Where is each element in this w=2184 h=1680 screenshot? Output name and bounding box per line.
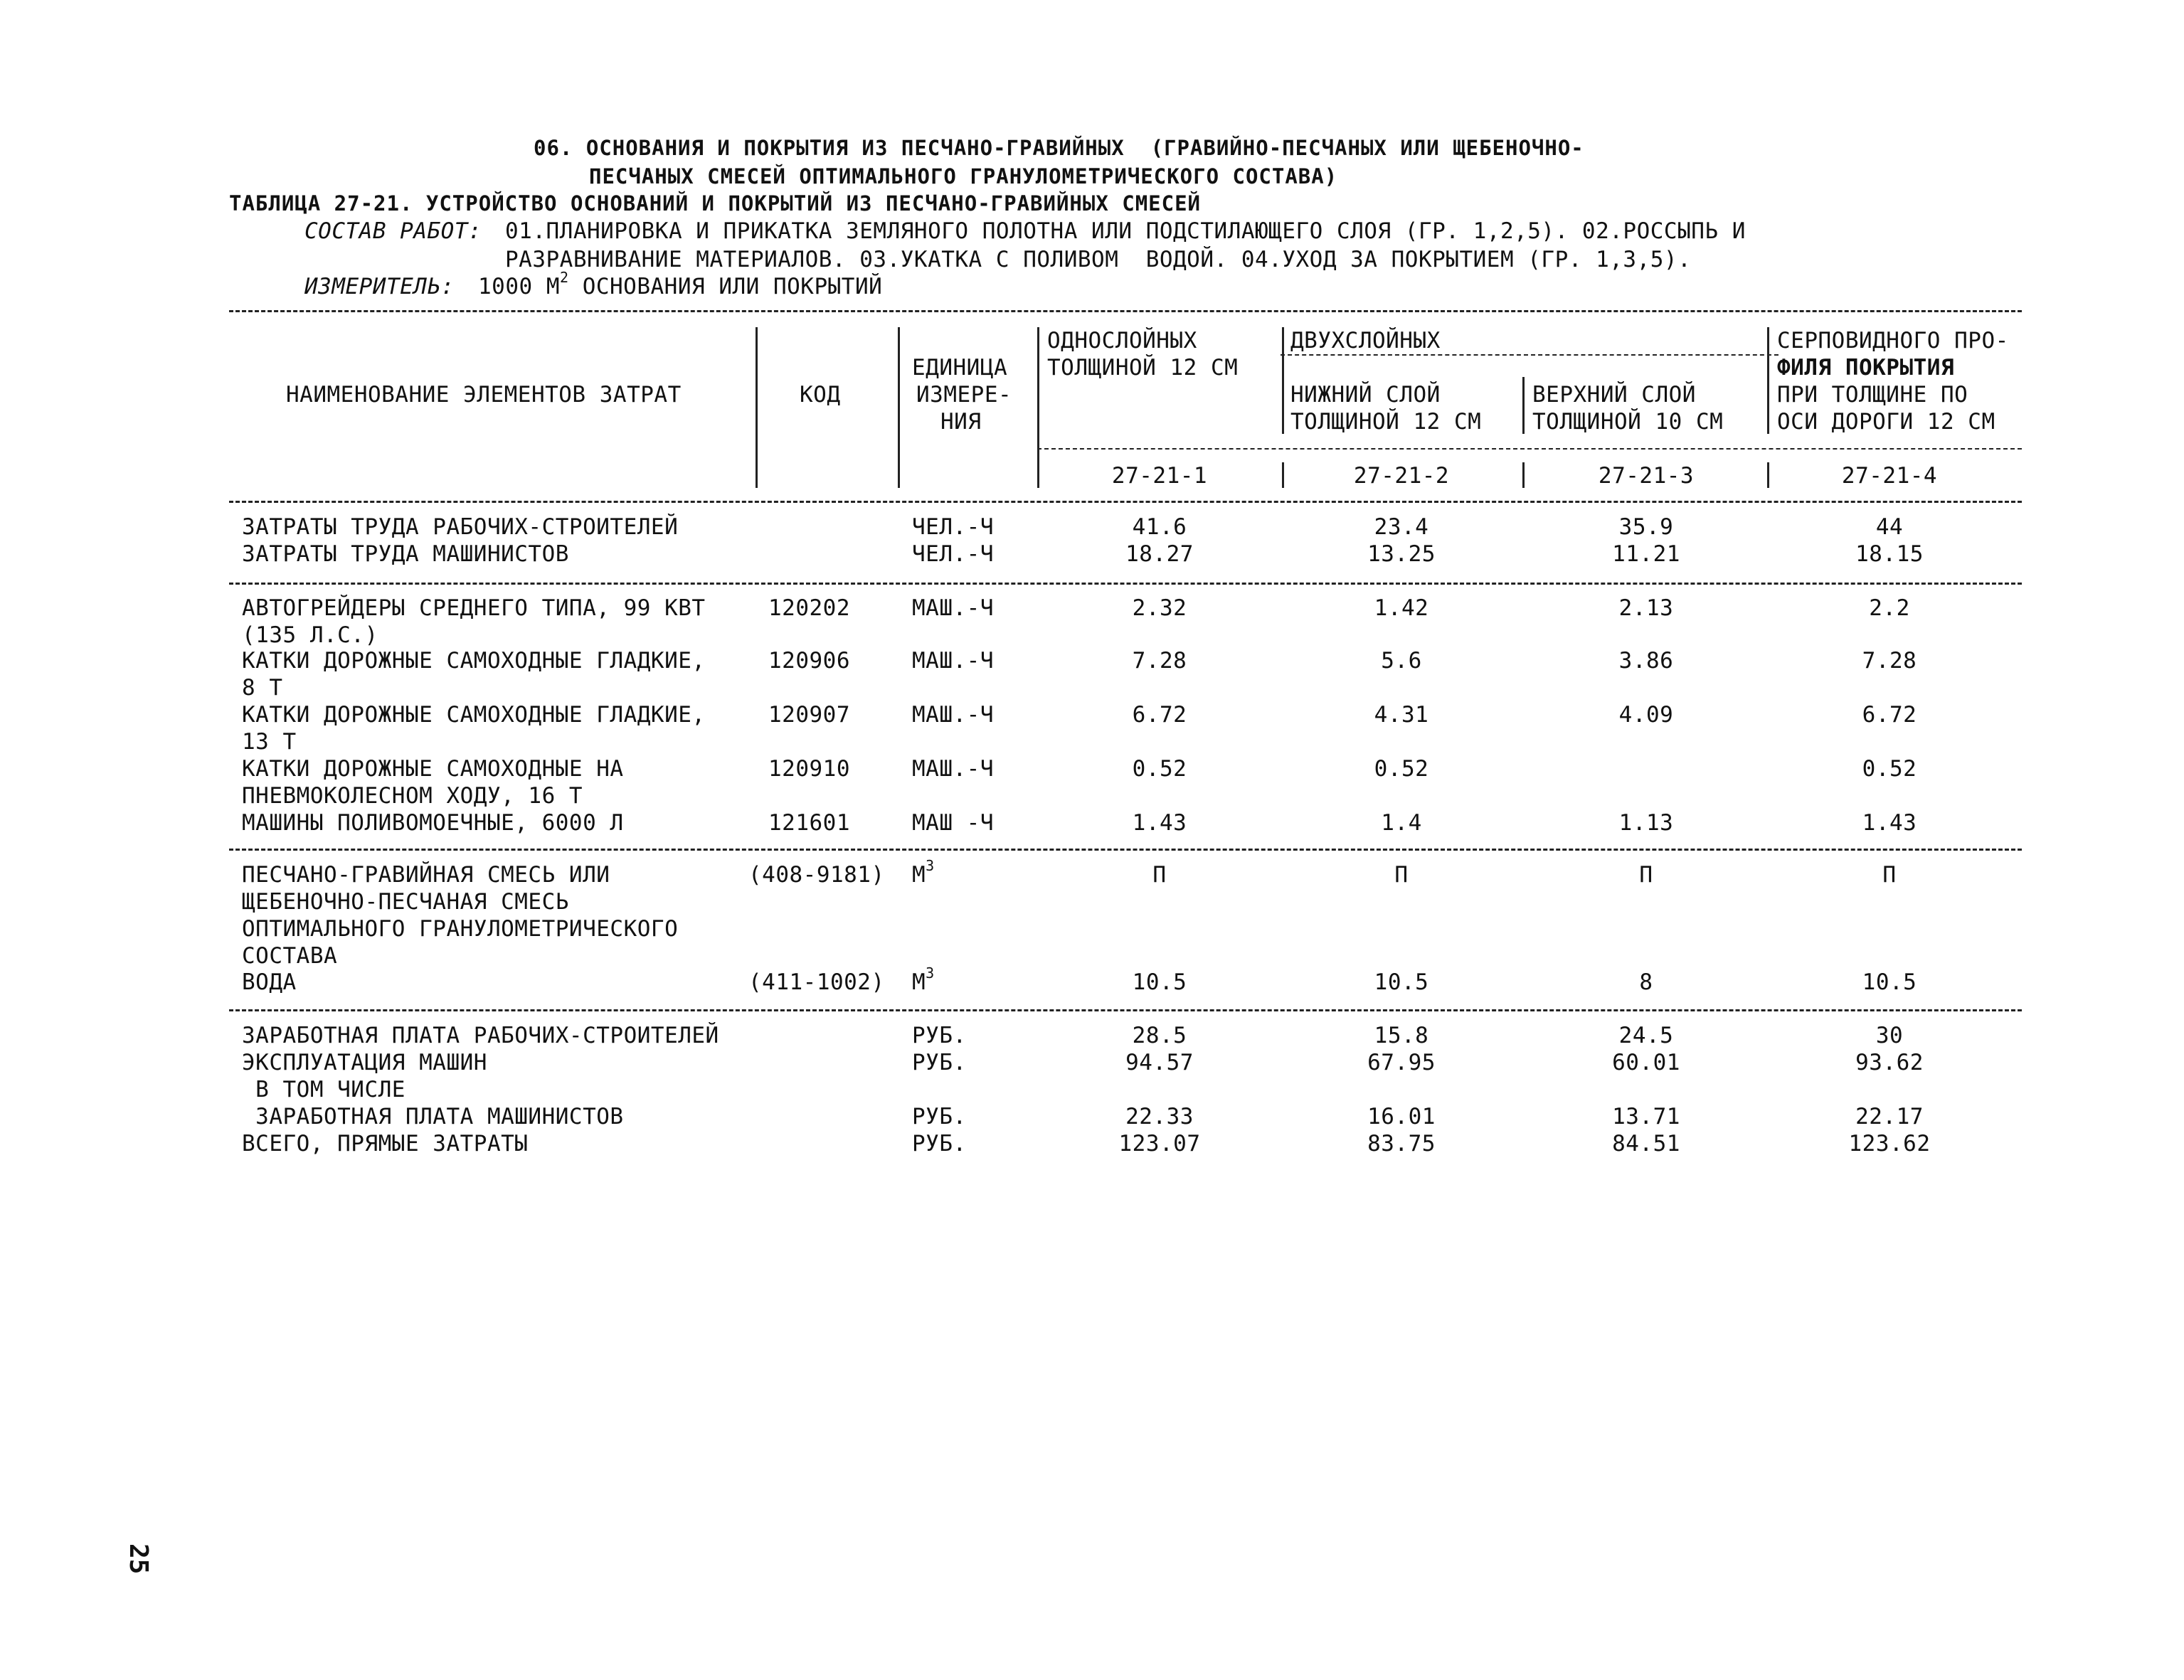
row-value: 23.4 <box>1374 514 1429 540</box>
code-divider-1 <box>1282 462 1284 488</box>
row-code: 120202 <box>768 595 850 621</box>
col-header-lower-2: ТОЛЩИНОЙ 12 СМ <box>1290 409 1482 435</box>
row-unit: РУБ. <box>912 1050 967 1075</box>
row-value: 24.5 <box>1618 1023 1674 1048</box>
row-name-line: 13 Т <box>242 729 297 755</box>
row-value: 8 <box>1639 969 1653 995</box>
row-value: 4.31 <box>1374 702 1429 728</box>
col-divider-unit <box>1037 327 1039 488</box>
col-divider-code <box>898 327 900 488</box>
col-code-2: 27-21-2 <box>1353 463 1450 489</box>
col-code-3: 27-21-3 <box>1598 463 1695 489</box>
row-unit: МАШ.-Ч <box>912 756 994 782</box>
col-header-crescent-2: ФИЛЯ ПОКРЫТИЯ <box>1777 355 1955 381</box>
row-value: 83.75 <box>1367 1131 1436 1157</box>
row-unit: РУБ. <box>912 1104 967 1129</box>
row-unit: ЧЕЛ.-Ч <box>912 514 994 540</box>
section-title-line1: 06. ОСНОВАНИЯ И ПОКРЫТИЯ ИЗ ПЕСЧАНО-ГРАВИЙНЫХ (ГРАВИЙНО-ПЕСЧАНЫХ ИЛИ ЩЕБЕНОЧНО- <box>534 136 1584 160</box>
row-value: 1.42 <box>1374 595 1429 621</box>
row-unit: ЧЕЛ.-Ч <box>912 541 994 567</box>
row-value: 7.28 <box>1862 648 1917 674</box>
row-value: 15.8 <box>1374 1023 1429 1048</box>
row-value: 123.62 <box>1848 1131 1931 1157</box>
row-value: П <box>1882 862 1897 888</box>
row-value: 4.09 <box>1618 702 1674 728</box>
col-header-crescent-4: ОСИ ДОРОГИ 12 СМ <box>1777 409 1995 435</box>
row-value: 13.25 <box>1367 541 1436 567</box>
row-unit: МАШ -Ч <box>912 810 994 836</box>
col-header-upper-2: ТОЛЩИНОЙ 10 СМ <box>1532 409 1724 435</box>
col-code-1: 27-21-1 <box>1111 463 1208 489</box>
row-name-line: КАТКИ ДОРОЖНЫЕ САМОХОДНЫЕ ГЛАДКИЕ, <box>242 702 706 728</box>
row-value: 2.13 <box>1618 595 1674 621</box>
col-divider-name <box>756 327 758 488</box>
row-code: 121601 <box>768 810 850 836</box>
row-name-line: МАШИНЫ ПОЛИВОМОЕЧНЫЕ, 6000 Л <box>242 810 624 836</box>
row-value: 6.72 <box>1132 702 1187 728</box>
col-header-unit-3: НИЯ <box>940 409 982 435</box>
row-value: 0.52 <box>1862 756 1917 782</box>
section-rule-1 <box>229 583 2022 585</box>
row-code: (411-1002) <box>748 969 885 995</box>
row-value: 10.5 <box>1374 969 1429 995</box>
section-rule-3 <box>229 1009 2022 1011</box>
row-value: 2.2 <box>1869 595 1910 621</box>
header-bottom-rule <box>229 501 2022 503</box>
col-divider-upper <box>1767 327 1769 434</box>
meter-label: ИЗМЕРИТЕЛЬ: <box>304 274 455 299</box>
row-value: 44 <box>1875 514 1904 540</box>
row-value: 18.15 <box>1855 541 1924 567</box>
row-name-line: КАТКИ ДОРОЖНЫЕ САМОХОДНЫЕ ГЛАДКИЕ, <box>242 648 706 674</box>
row-value: 28.5 <box>1132 1023 1187 1048</box>
row-unit: РУБ. <box>912 1023 967 1048</box>
table-top-rule <box>229 310 2022 312</box>
row-unit: МАШ.-Ч <box>912 595 994 621</box>
row-name-line: 8 Т <box>242 675 283 701</box>
row-name-line: ЗАРАБОТНАЯ ПЛАТА МАШИНИСТОВ <box>242 1104 624 1129</box>
col-divider-lower <box>1522 377 1525 434</box>
row-unit: РУБ. <box>912 1131 967 1157</box>
col-header-unit-1: ЕДИНИЦА <box>912 355 1008 381</box>
row-value: 1.43 <box>1132 810 1187 836</box>
row-name-line: ЗАТРАТЫ ТРУДА МАШИНИСТОВ <box>242 541 569 567</box>
row-name-line: СОСТАВА <box>242 943 338 969</box>
row-value: 94.57 <box>1125 1050 1194 1075</box>
section-title-line2: ПЕСЧАНЫХ СМЕСЕЙ ОПТИМАЛЬНОГО ГРАНУЛОМЕТРИЧЕСКОГО СОСТАВА) <box>589 164 1338 188</box>
row-value: 0.52 <box>1132 756 1187 782</box>
meter-value: 1000 $М^2$ ОСНОВАНИЯ ИЛИ ПОКРЫТИЙ <box>478 269 883 299</box>
row-unit: $М^3$ <box>912 964 935 995</box>
row-value: 6.72 <box>1862 702 1917 728</box>
row-value: 0.52 <box>1374 756 1429 782</box>
table-title: ТАБЛИЦА 27-21. УСТРОЙСТВО ОСНОВАНИЙ И ПОКРЫТИЙ ИЗ ПЕСЧАНО-ГРАВИЙНЫХ СМЕСЕЙ <box>229 191 1202 216</box>
row-value: 5.6 <box>1381 648 1422 674</box>
row-name-line: В ТОМ ЧИСЛЕ <box>242 1077 405 1102</box>
row-value: 35.9 <box>1618 514 1674 540</box>
row-code: 120910 <box>768 756 850 782</box>
row-value: 67.95 <box>1367 1050 1436 1075</box>
col-header-code: КОД <box>800 382 841 408</box>
row-value: 41.6 <box>1132 514 1187 540</box>
col-header-unit-2: ИЗМЕРЕ- <box>916 382 1012 408</box>
section-rule-2 <box>229 849 2022 851</box>
row-name-line: ВОДА <box>242 969 297 995</box>
row-name-line: ПЕСЧАНО-ГРАВИЙНАЯ СМЕСЬ ИЛИ <box>242 862 610 888</box>
row-name-line: ОПТИМАЛЬНОГО ГРАНУЛОМЕТРИЧЕСКОГО <box>242 916 679 942</box>
row-value: 22.33 <box>1125 1104 1194 1129</box>
row-value: 123.07 <box>1118 1131 1201 1157</box>
row-value: 22.17 <box>1855 1104 1924 1129</box>
work-composition-line1: 01.ПЛАНИРОВКА И ПРИКАТКА ЗЕМЛЯНОГО ПОЛОТНА ИЛИ ПОДСТИЛАЮЩЕГО СЛОЯ (ГР. 1,2,5). 02.РОССЫПЬ И <box>505 218 1746 244</box>
row-value: 93.62 <box>1855 1050 1924 1075</box>
col-header-upper-1: ВЕРХНИЙ СЛОЙ <box>1532 382 1696 408</box>
row-name-line: ВСЕГО, ПРЯМЫЕ ЗАТРАТЫ <box>242 1131 529 1157</box>
row-value: 2.32 <box>1132 595 1187 621</box>
row-value: П <box>1394 862 1409 888</box>
codes-rule <box>1037 448 2022 450</box>
row-code: (408-9181) <box>748 862 885 888</box>
row-value: 7.28 <box>1132 648 1187 674</box>
row-value: 10.5 <box>1132 969 1187 995</box>
col-header-double: ДВУХСЛОЙНЫХ <box>1290 328 1441 353</box>
col-header-name: НАИМЕНОВАНИЕ ЭЛЕМЕНТОВ ЗАТРАТ <box>286 382 682 408</box>
col-header-lower-1: НИЖНИЙ СЛОЙ <box>1290 382 1441 408</box>
row-value: 10.5 <box>1862 969 1917 995</box>
row-name-line: ЗАТРАТЫ ТРУДА РАБОЧИХ-СТРОИТЕЛЕЙ <box>242 514 679 540</box>
row-value: 1.13 <box>1618 810 1674 836</box>
row-value: 1.43 <box>1862 810 1917 836</box>
col-divider-single <box>1282 327 1284 434</box>
row-name-line: КАТКИ ДОРОЖНЫЕ САМОХОДНЫЕ НА <box>242 756 624 782</box>
col-header-single-1: ОДНОСЛОЙНЫХ <box>1047 328 1197 353</box>
row-value: 1.4 <box>1381 810 1422 836</box>
row-value: 11.21 <box>1612 541 1680 567</box>
row-value: 30 <box>1875 1023 1904 1048</box>
row-value: 84.51 <box>1612 1131 1680 1157</box>
row-name-line: ЗАРАБОТНАЯ ПЛАТА РАБОЧИХ-СТРОИТЕЛЕЙ <box>242 1023 719 1048</box>
row-value: 60.01 <box>1612 1050 1680 1075</box>
row-value: 3.86 <box>1618 648 1674 674</box>
row-code: 120906 <box>768 648 850 674</box>
row-unit: МАШ.-Ч <box>912 648 994 674</box>
row-value: 13.71 <box>1612 1104 1680 1129</box>
row-name-line: ЭКСПЛУАТАЦИЯ МАШИН <box>242 1050 487 1075</box>
row-name-line: ПНЕВМОКОЛЕСНОМ ХОДУ, 16 Т <box>242 783 583 809</box>
col-header-crescent-1: СЕРПОВИДНОГО ПРО- <box>1777 328 2009 353</box>
row-name-line: ЩЕБЕНОЧНО-ПЕСЧАНАЯ СМЕСЬ <box>242 889 569 915</box>
col-header-crescent-3: ПРИ ТОЛЩИНЕ ПО <box>1777 382 1968 408</box>
row-name-line: (135 Л.С.) <box>242 622 378 648</box>
row-value: П <box>1639 862 1653 888</box>
col-code-4: 27-21-4 <box>1841 463 1938 489</box>
row-value: 18.27 <box>1125 541 1194 567</box>
row-code: 120907 <box>768 702 850 728</box>
row-unit: МАШ.-Ч <box>912 702 994 728</box>
double-subheader-rule <box>1281 354 1779 356</box>
row-value: П <box>1152 862 1167 888</box>
row-value: 16.01 <box>1367 1104 1436 1129</box>
code-divider-2 <box>1522 462 1525 488</box>
work-composition-label: СОСТАВ РАБОТ: <box>304 218 482 244</box>
page-number: 25 <box>124 1543 153 1575</box>
row-unit: $М^3$ <box>912 857 935 888</box>
row-name-line: АВТОГРЕЙДЕРЫ СРЕДНЕГО ТИПА, 99 КВТ <box>242 595 706 621</box>
work-composition-line2: РАЗРАВНИВАНИЕ МАТЕРИАЛОВ. 03.УКАТКА С ПОЛИВОМ ВОДОЙ. 04.УХОД ЗА ПОКРЫТИЕМ (ГР. 1,3,5). <box>505 247 1692 272</box>
code-divider-3 <box>1767 462 1769 488</box>
col-header-single-2: ТОЛЩИНОЙ 12 СМ <box>1047 355 1239 381</box>
